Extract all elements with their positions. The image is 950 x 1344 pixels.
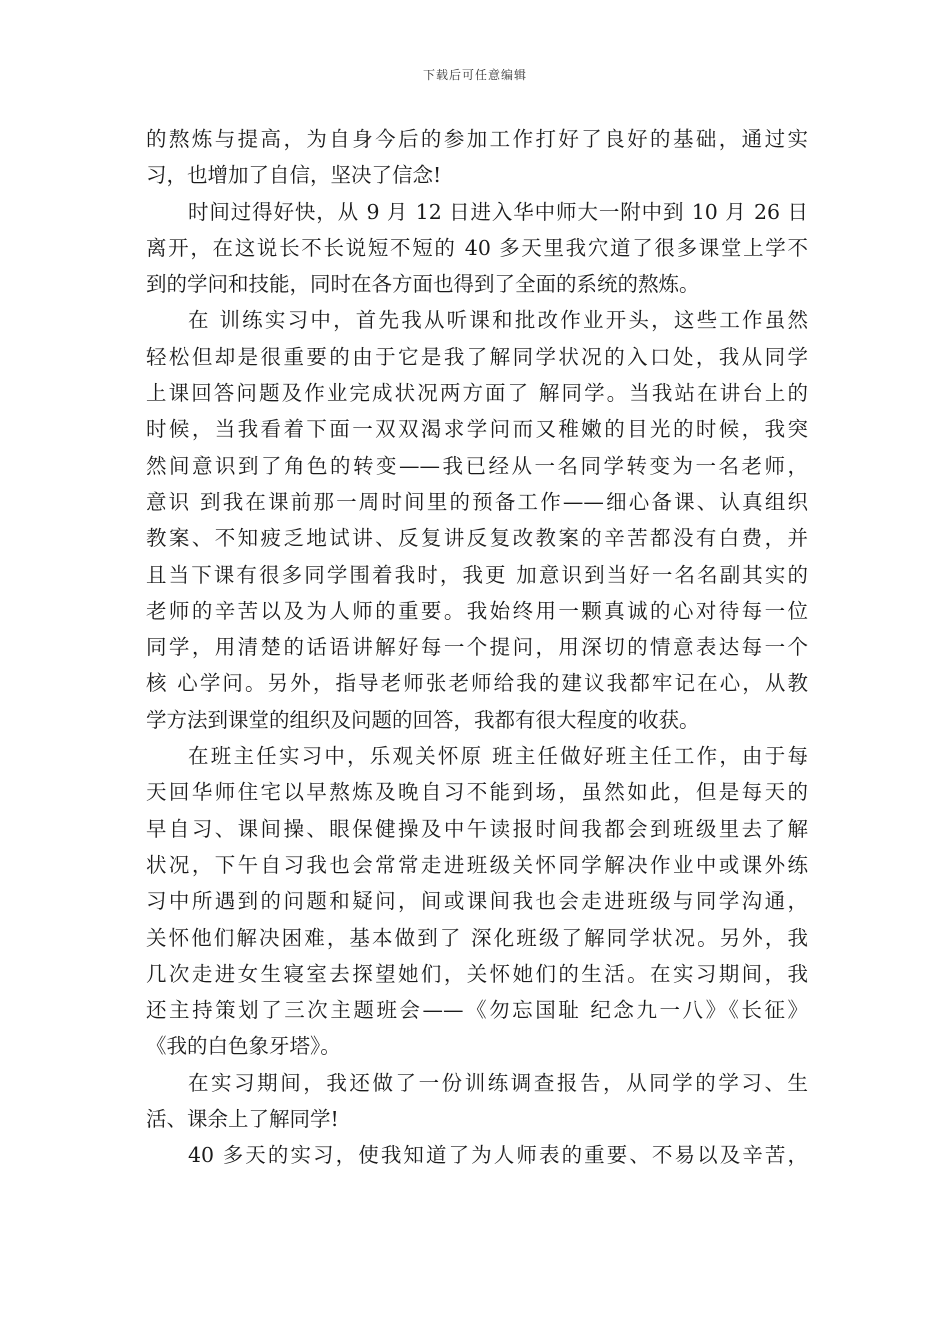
text-line: 上课回答问题及作业完成状况两方面了 解同学。当我站在讲台上的 xyxy=(146,381,808,406)
text-line: 在班主任实习中，乐观关怀原 班主任做好班主任工作，由于每 xyxy=(188,744,808,769)
text-line: 离开，在这说长不长说短不短的 40 多天里我穴道了很多课堂上学不 xyxy=(146,235,808,260)
text-line: 核 心学问。另外，指导老师张老师给我的建议我都牢记在心，从教 xyxy=(146,671,808,696)
paragraph xyxy=(146,1137,808,1173)
text-line: 时间过得好快，从 9 月 12 日进入华中师大一附中到 10 月 26 日 xyxy=(188,199,808,224)
paragraph xyxy=(146,1065,808,1138)
text-line: 关怀他们解决困难，基本做到了 深化班级了解同学状况。另外，我 xyxy=(146,925,808,950)
text-line: 还主持策划了三次主题班会——《勿忘国耻 纪念九一八》《长征》 xyxy=(146,998,808,1023)
paragraph xyxy=(146,121,808,194)
text-line: 的熬炼与提高，为自身今后的参加工作打好了良好的基础，通过实 xyxy=(146,127,808,151)
paragraph xyxy=(146,302,808,738)
text-line: 老师的辛苦以及为人师的重要。我始终用一颗真诚的心对待每一位 xyxy=(146,598,808,623)
text-line: 40 多天的实习，使我知道了为人师表的重要、不易以及辛苦， xyxy=(188,1143,808,1168)
text-line: 然间意识到了角色的转变——我已经从一名同学转变为一名老师， xyxy=(146,453,808,478)
paragraph xyxy=(146,738,808,1065)
text-line: 时候，当我看着下面一双双渴求学问而又稚嫩的目光的时候，我突 xyxy=(146,417,808,442)
text-line: 到的学问和技能，同时在各方面也得到了全面的系统的熬炼。 xyxy=(146,272,700,297)
text-line: 轻松但却是很重要的由于它是我了解同学状况的入口处，我从同学 xyxy=(146,344,808,369)
text-line: 天回华师住宅以早熬炼及晚自习不能到场，虽然如此，但是每天的 xyxy=(146,780,808,805)
page-header: 下载后可任意编辑 xyxy=(422,68,527,82)
text-line: 教案、不知疲乏地试讲、反复讲反复改教案的辛苦都没有白费，并 xyxy=(146,526,808,551)
text-line: 同学，用清楚的话语讲解好每一个提问，用深切的情意表达每一个 xyxy=(146,635,808,660)
text-line: 意识 到我在课前那一周时间里的预备工作——细心备课、认真组织 xyxy=(146,489,808,514)
text-line: 在 训练实习中，首先我从听课和批改作业开头，这些工作虽然 xyxy=(188,308,808,333)
text-line: 习，也增加了自信，坚决了信念! xyxy=(146,163,442,188)
text-line: 且当下课有很多同学围着我时，我更 加意识到当好一名名副其实的 xyxy=(146,562,808,587)
document-body xyxy=(146,121,808,1174)
text-line: 《我的白色象牙塔》。 xyxy=(146,1034,341,1059)
text-line: 状况，下午自习我也会常常走进班级关怀同学解决作业中或课外练 xyxy=(146,852,808,877)
paragraph xyxy=(146,194,808,303)
text-line: 学方法到课堂的组织及问题的回答，我都有很大程度的收获。 xyxy=(146,707,700,732)
text-line: 在实习期间，我还做了一份训练调查报告，从同学的学习、生 xyxy=(188,1070,808,1095)
text-line: 活、课余上了解同学! xyxy=(146,1107,339,1132)
text-line: 几次走进女生寝室去探望她们，关怀她们的生活。在实习期间，我 xyxy=(146,961,808,986)
text-line: 早自习、课间操、眼保健操及中午读报时间我都会到班级里去了解 xyxy=(146,816,808,841)
text-line: 习中所遇到的问题和疑问，间或课间我也会走进班级与同学沟通， xyxy=(146,889,808,914)
